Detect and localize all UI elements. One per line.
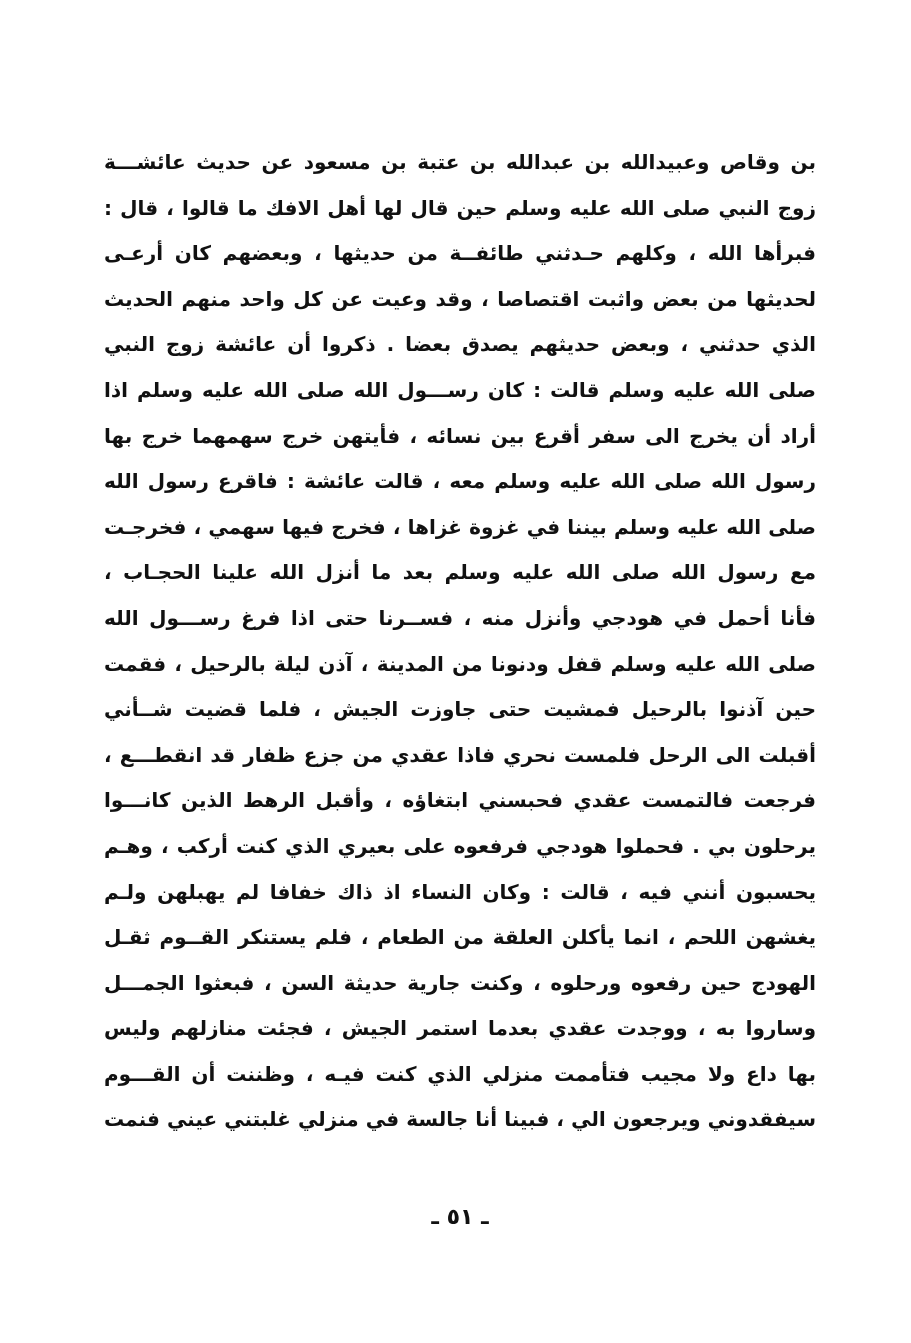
- text-line-11: فأنا أحمل في هودجي وأنزل منه ، فســرنا حتى اذا فرغ رســـول الله: [104, 605, 816, 630]
- text-line-19: الهودج حين رفعوه ورحلوه ، وكنت جارية حديثة السن ، فبعثوا الجمـــل: [104, 970, 816, 995]
- text-line-18: يغشهن اللحم ، انما يأكلن العلقة من الطعام ، فلم يستنكر القــوم ثقـل: [104, 925, 816, 950]
- text-line-15: فرجعت فالتمست عقدي فحبسني ابتغاؤه ، وأقبل الرهط الذين كانـــوا: [104, 788, 816, 813]
- text-line-10: مع رسول الله صلى الله عليه وسلم بعد ما أنزل الله علينا الحجـاب ،: [104, 560, 816, 585]
- text-line-21: بها داع ولا مجيب فتأممت منزلي الذي كنت فيـه ، وظننت أن القـــوم: [104, 1061, 816, 1086]
- text-line-9: صلى الله عليه وسلم بيننا في غزوة غزاها ، فخرج فيها سهمي ، فخرجـت: [104, 514, 816, 539]
- text-line-14: أقبلت الى الرحل فلمست نحري فاذا عقدي من جزع ظفار قد انقطـــع ،: [104, 742, 816, 767]
- text-line-22: سيفقدوني ويرجعون الي ، فبينا أنا جالسة في منزلي غلبتني عيني فنمت: [104, 1107, 816, 1132]
- text-line-12: صلى الله عليه وسلم قفل ودنونا من المدينة ، آذن ليلة بالرحيل ، فقمت: [104, 651, 816, 676]
- text-line-17: يحسبون أنني فيه ، قالت : وكان النساء اذ ذاك خفافا لم يهبلهن ولـم: [104, 879, 816, 904]
- body-text: [104, 140, 816, 1143]
- text-line-4: لحديثها من بعض واثبت اقتصاصا ، وقد وعيت عن كل واحد منهم الحديث: [104, 286, 816, 311]
- text-line-13: حين آذنوا بالرحيل فمشيت حتى جاوزت الجيش ، فلما قضيت شــأني: [104, 697, 816, 722]
- text-line-8: رسول الله صلى الله عليه وسلم معه ، قالت عائشة : فاقرع رسول الله: [104, 469, 816, 494]
- page-number: ـ ٥١ ـ: [431, 1205, 489, 1230]
- text-line-7: أراد أن يخرج الى سفر أقرع بين نسائه ، فأيتهن خرج سهمهما خرج بها: [104, 423, 816, 448]
- text-line-3: فبرأها الله ، وكلهم حـدثني طائفــة من حديثها ، وبعضهم كان أرعـى: [104, 241, 816, 266]
- text-line-2: زوج النبي صلى الله عليه وسلم حين قال لها أهل الافك ما قالوا ، قال :: [104, 195, 816, 220]
- text-line-6: صلى الله عليه وسلم قالت : كان رســـول الله صلى الله عليه وسلم اذا: [104, 377, 816, 402]
- text-line-16: يرحلون بي . فحملوا هودجي فرفعوه على بعيري الذي كنت أركب ، وهـم: [104, 833, 816, 858]
- text-line-20: وساروا به ، ووجدت عقدي بعدما استمر الجيش ، فجئت منازلهم وليس: [104, 1016, 816, 1041]
- text-line-1: بن وقاص وعبيدالله بن عبدالله بن عتبة بن مسعود عن حديث عائشـــة: [104, 150, 816, 174]
- text-line-5: الذي حدثني ، وبعض حديثهم يصدق بعضا . ذكروا أن عائشة زوج النبي: [104, 332, 816, 357]
